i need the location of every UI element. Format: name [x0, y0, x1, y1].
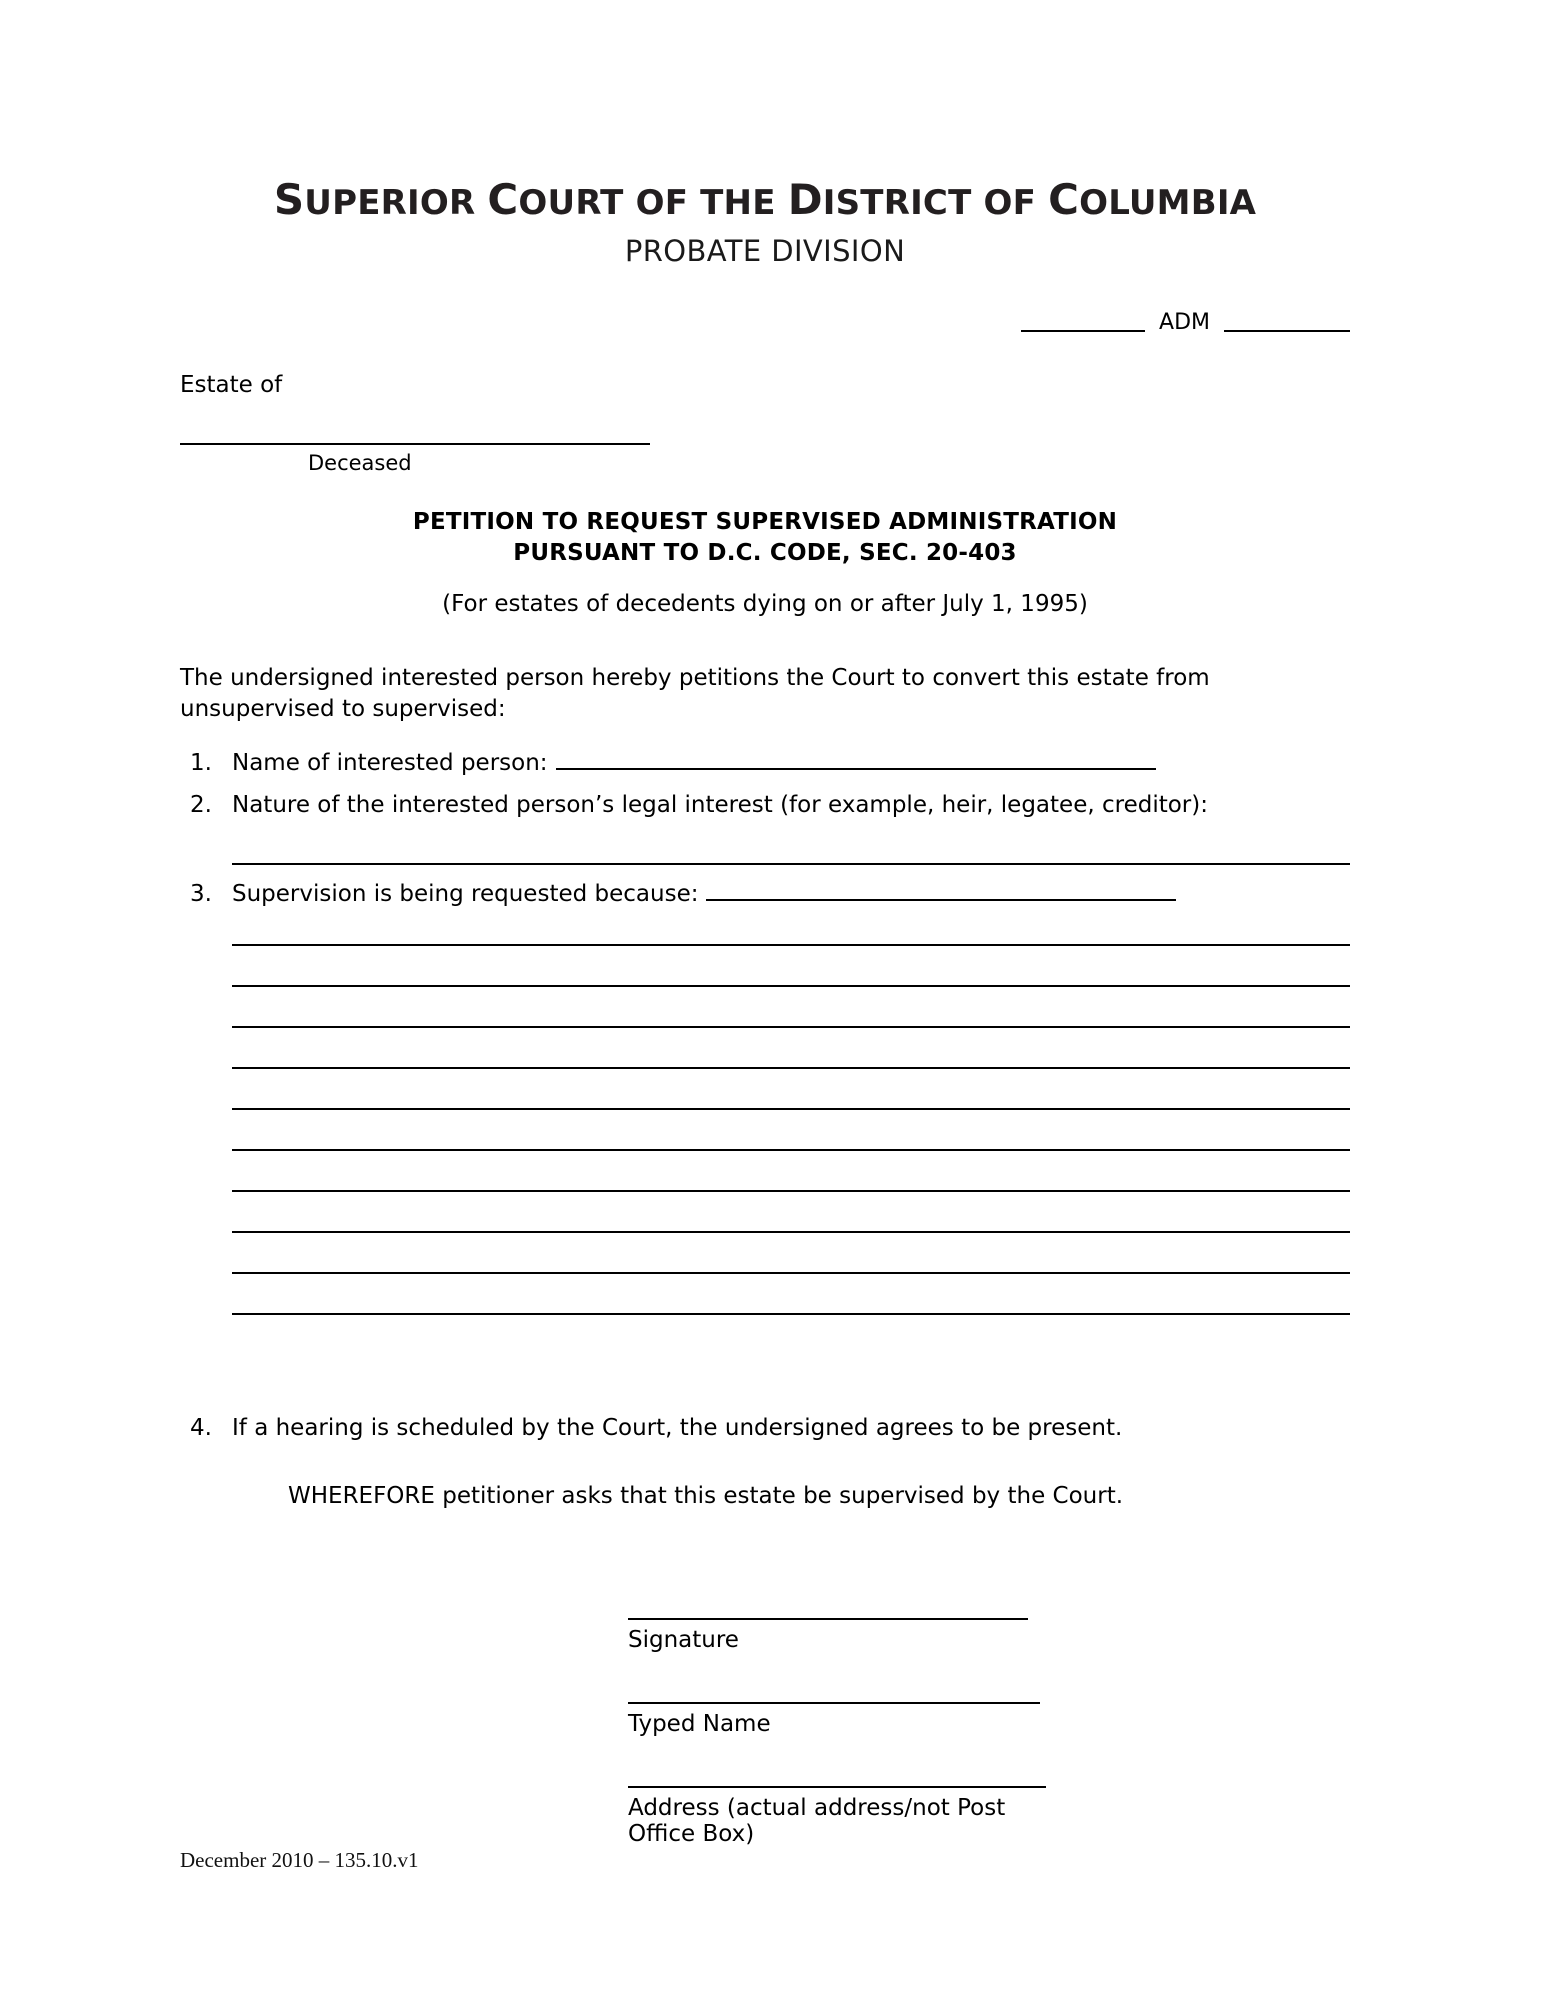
item-3-label: Supervision is being requested because: — [232, 881, 699, 908]
case-number-prefix-blank[interactable] — [1021, 310, 1145, 332]
estate-of-label: Estate of — [180, 372, 283, 399]
answer-line[interactable] — [232, 1148, 1350, 1151]
item-2-input-rule[interactable] — [232, 862, 1350, 865]
petition-title — [180, 507, 1350, 569]
item-3-answer-lines — [180, 943, 1350, 1353]
item-1-label: Name of interested person: — [232, 750, 548, 777]
petition-title-line-2: PURSUANT TO D.C. CODE, SEC. 20-403 — [513, 540, 1017, 567]
answer-line-row — [180, 1271, 1350, 1312]
decedent-name-blank[interactable] — [180, 442, 650, 445]
answer-line[interactable] — [232, 984, 1350, 987]
answer-line-row — [180, 1189, 1350, 1230]
petition-note: (For estates of decedents dying on or after July 1, 1995) — [442, 591, 1088, 618]
answer-line[interactable] — [232, 1271, 1350, 1274]
item-1-input-rule[interactable] — [556, 752, 1156, 770]
answer-line[interactable] — [232, 1230, 1350, 1233]
item-4-body: If a hearing is scheduled by the Court, the undersigned agrees to be present. — [232, 1415, 1123, 1442]
item-4 — [180, 1415, 1350, 1441]
item-1 — [180, 750, 1350, 776]
adm-label: ADM — [1159, 310, 1210, 336]
answer-line[interactable] — [232, 1189, 1350, 1192]
answer-line-row — [180, 1312, 1350, 1353]
document-content — [180, 0, 1350, 1847]
numbered-items — [180, 750, 1350, 1441]
answer-line[interactable] — [232, 1025, 1350, 1028]
answer-line-row — [180, 1230, 1350, 1271]
typed-name-input-rule[interactable] — [628, 1701, 1040, 1704]
answer-line[interactable] — [232, 1107, 1350, 1110]
form-footer-revision: December 2010 – 135.10.v1 — [180, 1848, 419, 1872]
intro-paragraph: The undersigned interested person hereby petitions the Court to convert this estate from unsupervised to supervised: — [180, 665, 1210, 722]
item-4-number: 4. — [190, 1415, 212, 1442]
address-field-group — [628, 1785, 1048, 1847]
item-1-number: 1. — [190, 750, 212, 777]
item-3-number: 3. — [190, 881, 212, 908]
signature-input-rule[interactable] — [628, 1617, 1028, 1620]
court-title: SUPERIOR COURT OF THE DISTRICT OF COLUMBIA — [273, 175, 1257, 224]
item-2-label: Nature of the interested person’s legal interest (for example, heir, legatee, creditor): — [232, 792, 1208, 819]
typed-name-field-group — [628, 1701, 1048, 1737]
answer-line[interactable] — [232, 1312, 1350, 1315]
address-label: Address (actual address/not Post Office Box) — [628, 1795, 1006, 1848]
answer-line-row — [180, 1148, 1350, 1189]
item-3 — [180, 881, 1350, 907]
answer-line-row — [180, 943, 1350, 984]
item-2 — [180, 792, 1350, 818]
item-2-number: 2. — [190, 792, 212, 819]
division-title: PROBATE DIVISION — [624, 234, 906, 269]
deceased-label: Deceased — [308, 451, 412, 476]
typed-name-label: Typed Name — [628, 1711, 771, 1738]
case-number-suffix-blank[interactable] — [1224, 310, 1350, 332]
answer-line-row — [180, 1066, 1350, 1107]
answer-line-row — [180, 984, 1350, 1025]
item-1-body — [232, 750, 1350, 776]
address-input-rule[interactable] — [628, 1785, 1046, 1788]
signature-field-group — [628, 1617, 1048, 1653]
answer-line-row — [180, 1107, 1350, 1148]
answer-line[interactable] — [232, 1066, 1350, 1069]
wherefore-paragraph: WHEREFORE petitioner asks that this estate be supervised by the Court. — [288, 1483, 1124, 1510]
item-3-body — [232, 881, 1350, 907]
item-3-input-rule[interactable] — [706, 883, 1176, 901]
answer-line[interactable] — [232, 943, 1350, 946]
case-number-line — [180, 310, 1350, 336]
answer-line-row — [180, 1025, 1350, 1066]
signature-block — [628, 1617, 1048, 1847]
item-2-body — [232, 792, 1350, 818]
petition-title-line-1: PETITION TO REQUEST SUPERVISED ADMINISTRATION — [412, 509, 1118, 536]
signature-label: Signature — [628, 1627, 739, 1654]
